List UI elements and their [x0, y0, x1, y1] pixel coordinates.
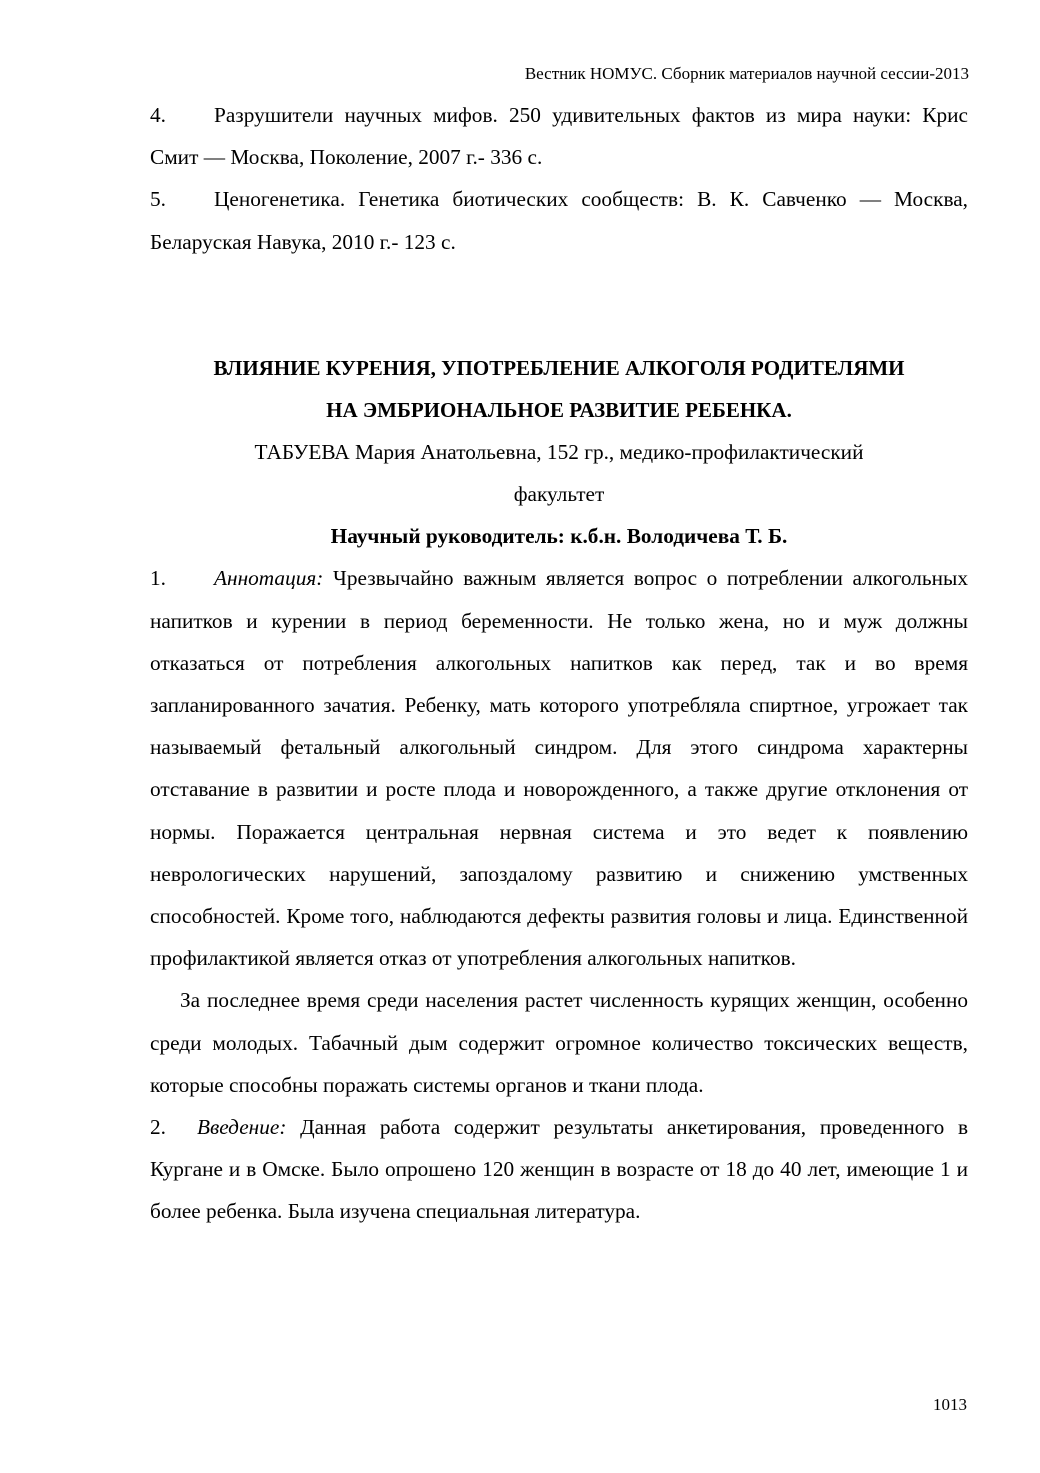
- annotation-paragraph: [150, 557, 968, 979]
- annotation-text: Чрезвычайно важным является вопрос о потреблении алкогольных напитков и курении в период беременности. Не только жена, но и муж должны отказаться от потребления алкогольных напитков как перед, так и во время запланированного зачатия. Ребенку, мать которого употребляла спиртное, угрожает так называемый фетальный алкогольный синдром. Для этого синдрома характерны отставание в развитии и росте плода и новорожденного, а также другие отклонения от нормы. Поражается центральная нервная система и это ведет к появлению неврологических нарушений, запоздалому развитию и снижению умственных способностей. Кроме того, наблюдаются дефекты развития головы и лица. Единственной профилактикой является отказ от употребления алкогольных напитков.: [150, 566, 968, 971]
- supervisor: Научный руководитель: к.б.н. Володичева Т. Б.: [330, 524, 788, 549]
- annotation-label: Аннотация:: [214, 566, 324, 591]
- article-title-line-1: ВЛИЯНИЕ КУРЕНИЯ, УПОТРЕБЛЕНИЕ АЛКОГОЛЯ РОДИТЕЛЯМИ: [213, 355, 905, 380]
- running-header: Вестник НОМУС. Сборник материалов научной сессии-2013: [524, 64, 969, 83]
- introduction-paragraph: [150, 1106, 968, 1233]
- author-line-1: ТАБУЕВА Мария Анатольевна, 152 гр., медико-профилактический: [254, 439, 864, 464]
- reference-number: 4.: [150, 103, 166, 127]
- author-line-2: факультет: [513, 482, 605, 507]
- page-number: 1013: [933, 1395, 967, 1414]
- reference-item: [150, 178, 968, 262]
- section-gap: [150, 263, 968, 347]
- section-number: 2.: [150, 1115, 166, 1140]
- article-title-line-2: НА ЭМБРИОНАЛЬНОЕ РАЗВИТИЕ РЕБЕНКА.: [326, 397, 792, 422]
- section-number: 1.: [150, 566, 166, 591]
- introduction-label: Введение:: [197, 1115, 287, 1140]
- reference-text: Ценогенетика. Генетика биотических сообществ: В. К. Савченко — Москва, Беларуская Навука, 2010 г.- 123 с.: [150, 187, 968, 254]
- reference-number: 5.: [150, 187, 166, 212]
- page-content: [150, 94, 968, 1233]
- reference-item: [150, 94, 968, 178]
- body-paragraph: За последнее время среди населения растет численность курящих женщин, особенно среди молодых. Табачный дым содержит огромное количество токсических веществ, которые способны поражать системы органов и ткани плода.: [150, 988, 968, 1097]
- reference-text: Разрушители научных мифов. 250 удивительных фактов из мира науки: Крис Смит — Москва, Поколение, 2007 г.- 336 с.: [150, 103, 968, 170]
- introduction-text: Данная работа содержит результаты анкетирования, проведенного в Кургане и в Омске. Было опрошено 120 женщин в возрасте от 18 до 40 лет, имеющие 1 и более ребенка. Была изучена специальная литература.: [150, 1115, 968, 1224]
